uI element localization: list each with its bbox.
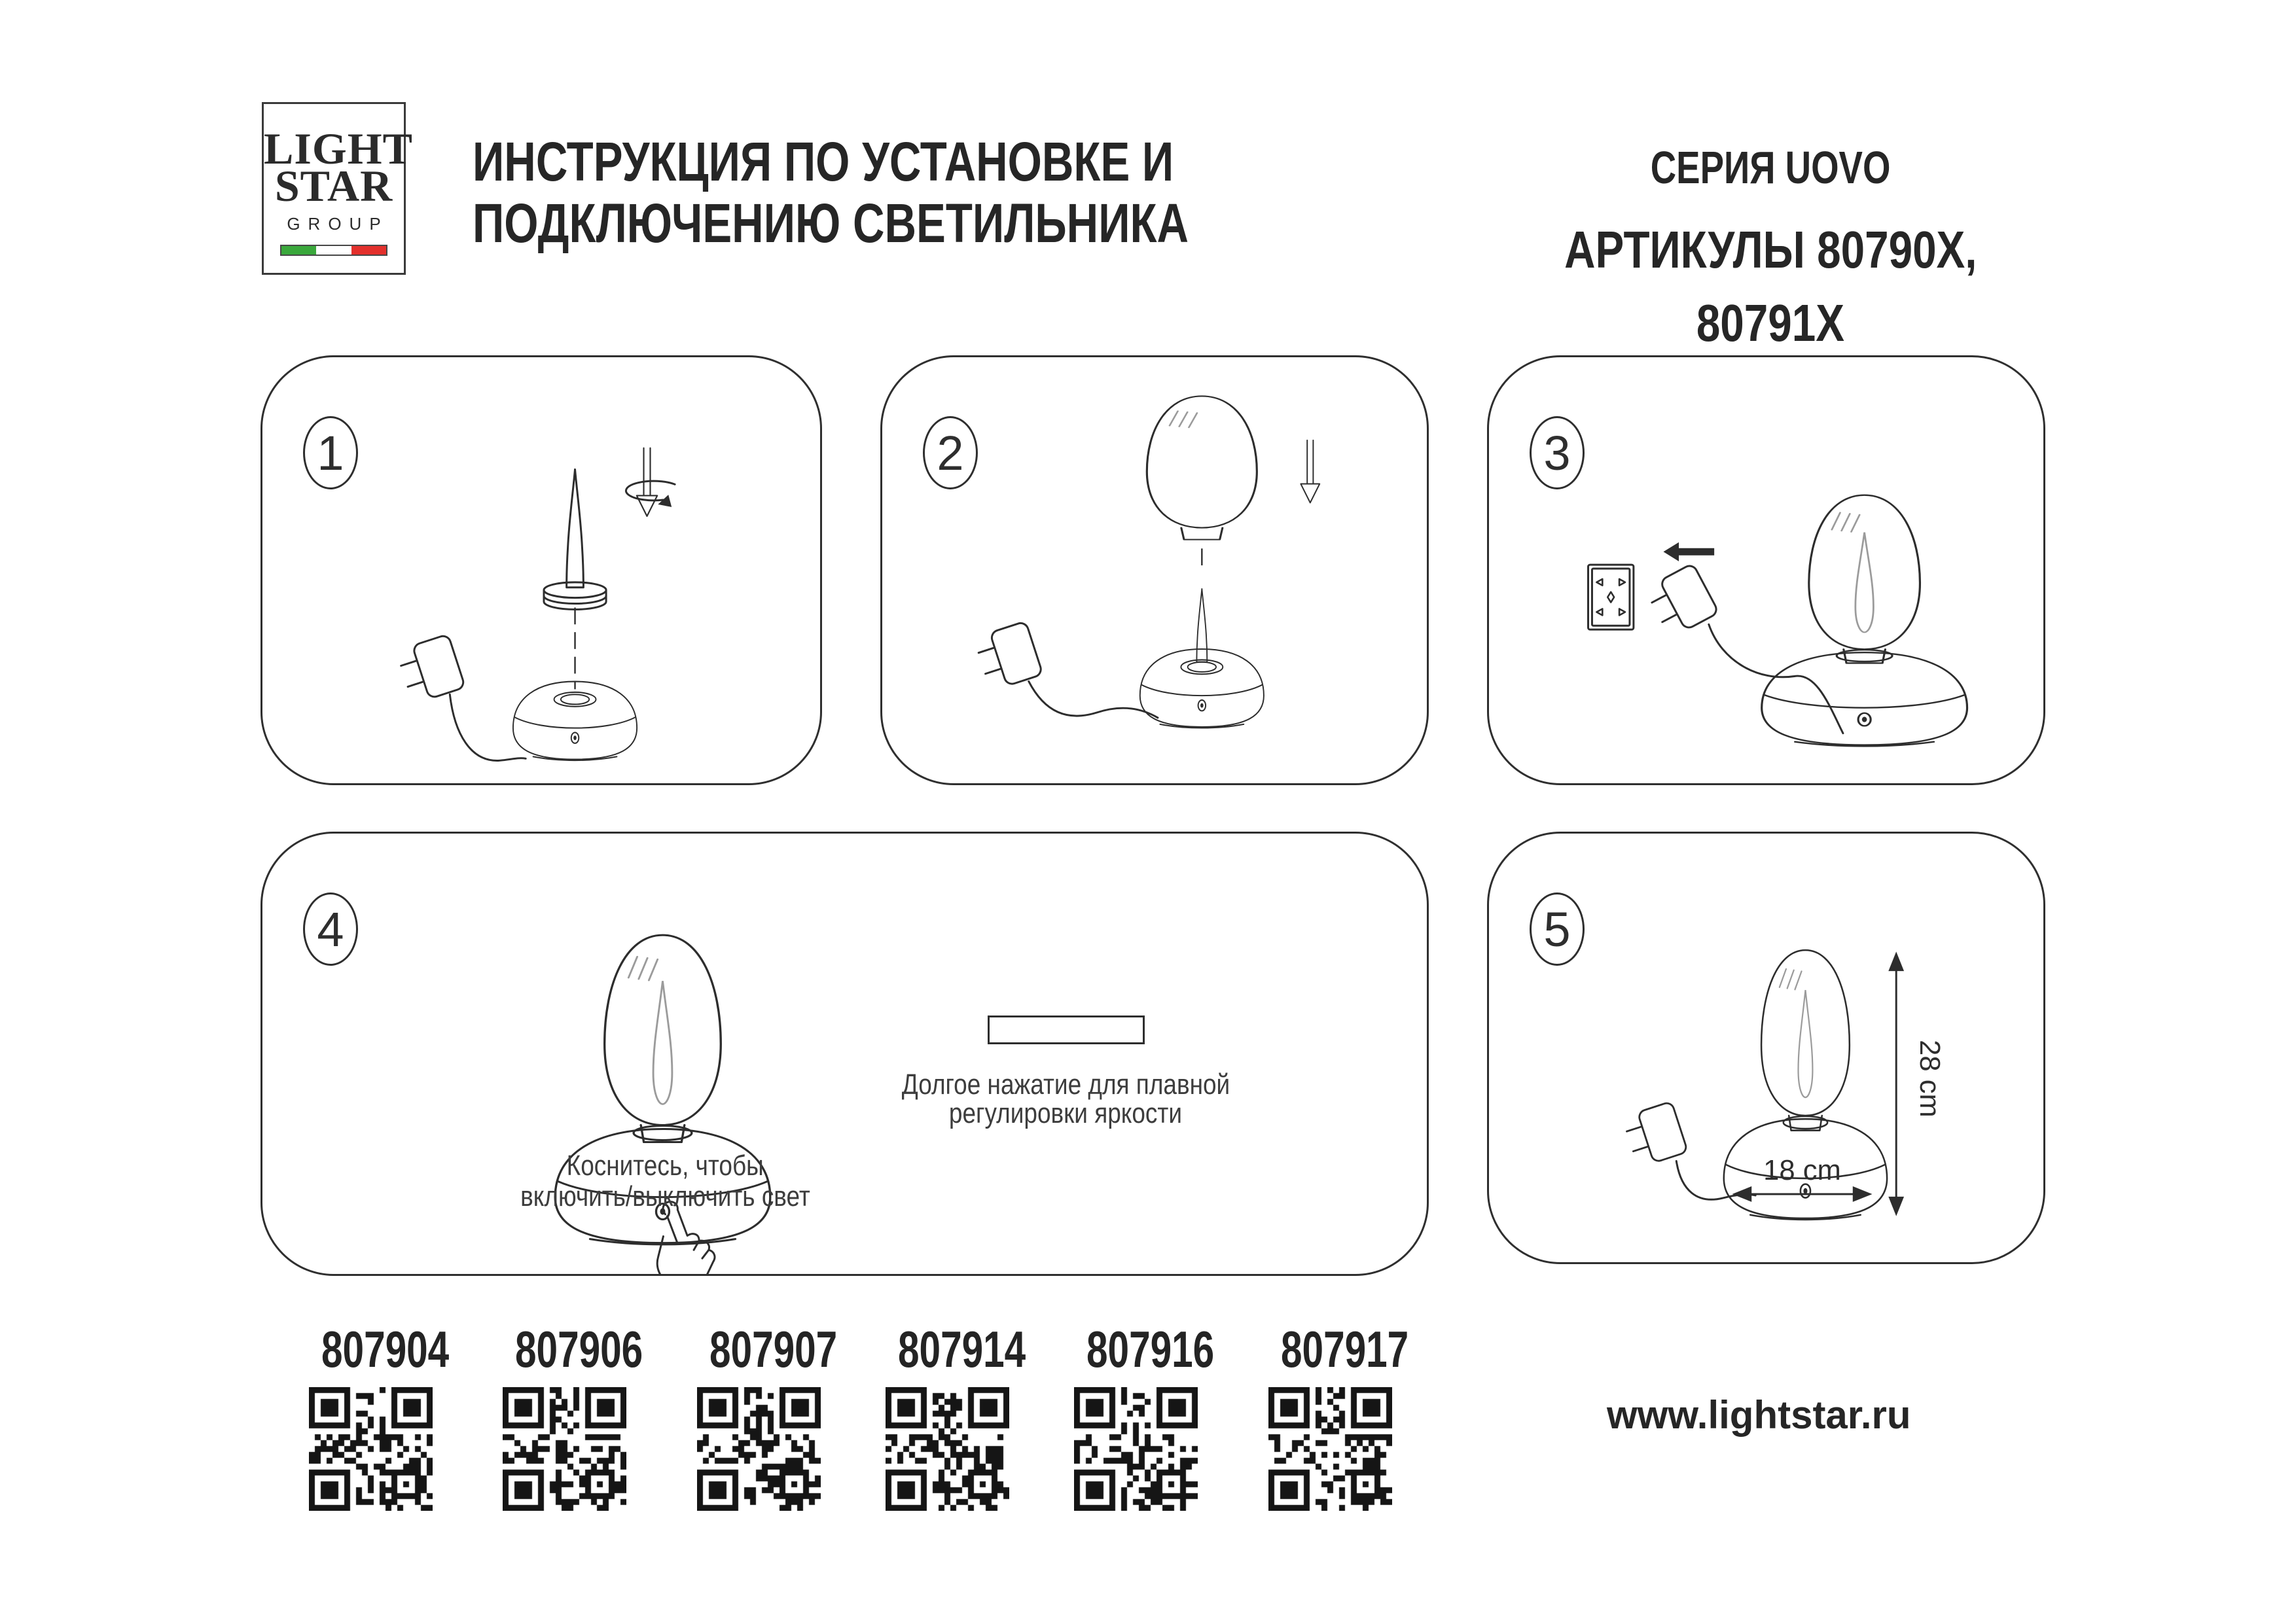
logo-group-text: GROUP (287, 214, 389, 234)
article-item-6 (1265, 1320, 1409, 1511)
qr-code (697, 1387, 821, 1511)
diffuser-spike-drawing (544, 469, 606, 609)
article-item-3 (693, 1320, 838, 1511)
qr-code (309, 1387, 433, 1511)
article-number: 807904 (321, 1320, 450, 1378)
height-label: 28 cm (1913, 1040, 1945, 1118)
series-label: СЕРИЯ UOVO (1650, 142, 1891, 193)
page-title (473, 131, 1189, 254)
power-cord-drawing (1709, 624, 1843, 733)
power-adapter-drawing (1623, 1101, 1688, 1167)
hold-caption (850, 1070, 1282, 1128)
lamp-base-drawing (513, 682, 637, 761)
step-panel-1 (260, 355, 822, 785)
logo-star-text: STAR (274, 161, 393, 211)
width-label: 18 cm (1763, 1155, 1841, 1187)
qr-code (1074, 1387, 1198, 1511)
step1-illustration (262, 357, 820, 783)
step-number-5: 5 (1543, 902, 1571, 957)
touch-hand-drawing (657, 1202, 719, 1274)
page-title-line1: ИНСТРУКЦИЯ ПО УСТАНОВКЕ И (473, 131, 1174, 192)
flag-green-segment (281, 246, 316, 255)
power-cord-drawing (450, 694, 526, 760)
article-number: 807916 (1086, 1320, 1215, 1378)
mount-down-arrow-icon (1300, 440, 1319, 503)
step-number-2: 2 (937, 425, 964, 480)
step-panel-5 (1487, 832, 2045, 1264)
height-dimension-arrow (1888, 951, 1904, 1216)
lightstar-logo (262, 102, 413, 275)
article-number: 807917 (1281, 1320, 1409, 1378)
article-item-1 (305, 1320, 450, 1511)
articles-label-line2: 80791X (1696, 294, 1845, 352)
step-number-3: 3 (1543, 425, 1571, 480)
step-panel-3 (1487, 355, 2045, 785)
step-number-4: 4 (317, 902, 344, 957)
step-number-1: 1 (317, 425, 344, 480)
articles-label-line1: АРТИКУЛЫ 80790X, (1564, 221, 1977, 279)
article-number: 807914 (898, 1320, 1026, 1378)
website-url: www.lightstar.ru (1607, 1393, 1911, 1437)
power-adapter-drawing (974, 621, 1043, 691)
article-item-2 (499, 1320, 643, 1511)
plug-in-arrow-icon (1663, 542, 1714, 561)
glass-shade-drawing (1147, 396, 1257, 539)
touch-caption-line2: включить/выключить свет (520, 1180, 810, 1212)
qr-code (886, 1387, 1009, 1511)
diffuser-spike-drawing (1196, 589, 1207, 662)
step-panel-4 (260, 832, 1429, 1276)
qr-code (1268, 1387, 1392, 1511)
step5-illustration (1489, 834, 2043, 1262)
table-lamp-drawing (1762, 495, 1967, 747)
article-number: 807906 (515, 1320, 643, 1378)
power-cord-drawing (1029, 681, 1158, 717)
width-dimension-arrow (1732, 1186, 1872, 1202)
article-number: 807907 (709, 1320, 838, 1378)
flag-white-segment (316, 246, 351, 255)
hold-caption-line2: регулировки яркости (948, 1097, 1183, 1129)
brightness-bar-outline (988, 1015, 1145, 1044)
touch-caption-line1: Коснитесь, чтобы (566, 1150, 764, 1182)
step2-illustration (882, 357, 1427, 783)
step-panel-2 (880, 355, 1429, 785)
page-title-line2: ПОДКЛЮЧЕНИЮ СВЕТИЛЬНИКА (473, 192, 1189, 254)
step3-illustration (1489, 357, 2043, 783)
article-item-4 (882, 1320, 1026, 1511)
flag-red-segment (351, 246, 386, 255)
touch-caption (449, 1150, 881, 1212)
article-item-5 (1070, 1320, 1215, 1511)
hold-caption-line1: Долгое нажатие для плавной (901, 1068, 1230, 1101)
wall-socket-drawing (1588, 565, 1634, 629)
logo-light-text: LIGHT (264, 124, 413, 173)
power-adapter-drawing (396, 634, 465, 704)
lamp-base-drawing (1140, 649, 1264, 728)
qr-code (503, 1387, 626, 1511)
italian-flag-icon (280, 245, 387, 256)
